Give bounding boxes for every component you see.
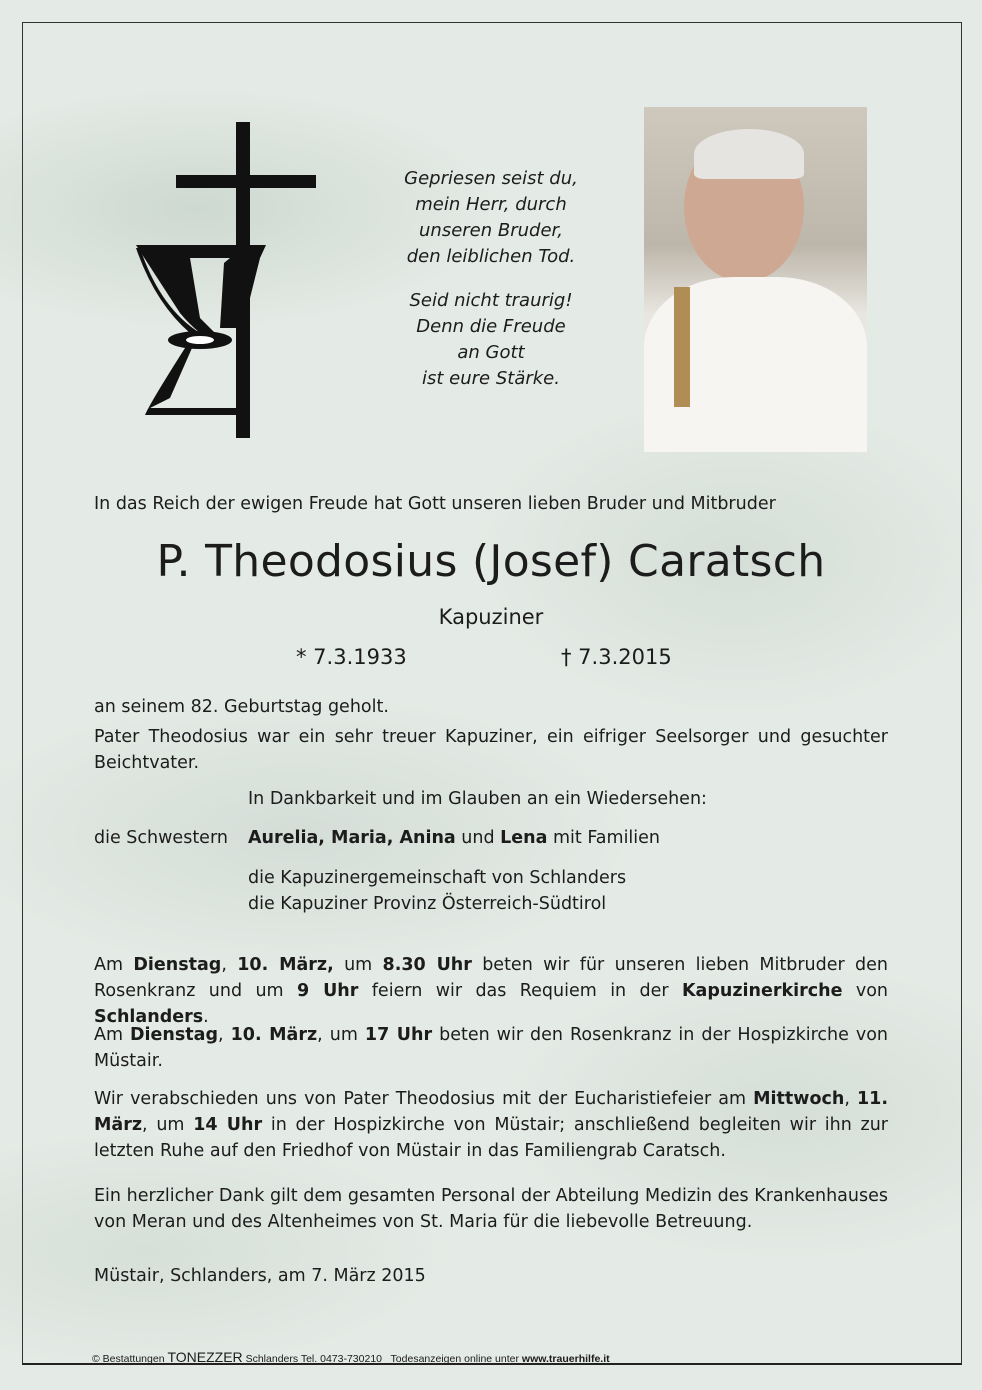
text-segment: 9 Uhr	[296, 981, 359, 1001]
text-segment: 11. März	[94, 1089, 888, 1135]
schedule-requiem	[94, 952, 888, 1030]
text-segment: 14 Uhr	[193, 1115, 263, 1135]
sister-names: Aurelia, Maria, Anina	[248, 828, 456, 848]
text-segment: , um	[317, 1025, 365, 1045]
text-segment: Schlanders Tel. 0473-730210 Todesanzeigen online unter	[242, 1353, 522, 1365]
text-segment: © Bestattungen	[92, 1353, 168, 1365]
text-segment: .	[203, 1007, 209, 1027]
text-segment: , um	[142, 1115, 194, 1135]
text-segment: 17 Uhr	[364, 1025, 433, 1045]
verse-line: Gepriesen seist du,	[404, 168, 578, 189]
text-segment: 10. März,	[237, 955, 334, 975]
text-segment: in der Hospizkirche von Müstair; anschließend begleiten wir ihn zur letzten Ruhe auf den Friedhof von Müstair in das Familiengrab Caratsch.	[94, 1115, 888, 1161]
verse-1	[380, 166, 602, 270]
schedule-funeral	[94, 1086, 888, 1164]
verse-line: Seid nicht traurig!	[409, 290, 573, 311]
verse-line: ist eure Stärke.	[422, 368, 560, 389]
thanks-paragraph: Ein herzlicher Dank gilt dem gesamten Personal der Abteilung Medizin des Krankenhauses von Meran und des Altenheimes von St. Maria für die liebevolle Betreuung.	[94, 1186, 888, 1232]
sister-name: Lena	[500, 828, 548, 848]
text-segment: von	[842, 981, 888, 1001]
community-1: die Kapuzinergemeinschaft von Schlanders	[248, 868, 627, 888]
community-2: die Kapuziner Provinz Österreich-Südtirol	[248, 894, 607, 914]
text-segment: ,	[221, 955, 238, 975]
text-segment: Kapuzinerkirche	[681, 981, 843, 1001]
text-segment: 10. März	[230, 1025, 318, 1045]
intro-text: In das Reich der ewigen Freude hat Gott unseren lieben Bruder und Mitbruder	[94, 494, 776, 514]
cross-chalice-icon	[130, 118, 320, 443]
deceased-name: P. Theodosius (Josef) Caratsch	[156, 536, 826, 587]
verse-2	[380, 288, 602, 392]
text-segment: ,	[844, 1089, 857, 1109]
sisters-names	[248, 825, 660, 851]
footer	[92, 1349, 610, 1365]
text-segment: um	[333, 955, 383, 975]
verse-line: mein Herr, durch	[415, 194, 567, 215]
text-segment: Schlanders	[94, 1007, 204, 1027]
text-segment: 8.30 Uhr	[382, 955, 472, 975]
mourners-intro: In Dankbarkeit und im Glauben an ein Wiedersehen:	[248, 789, 707, 809]
verse-line: an Gott	[457, 342, 525, 363]
schedule-rosary	[94, 1022, 888, 1074]
place-date: Müstair, Schlanders, am 7. März 2015	[94, 1266, 426, 1286]
conjunction: und	[455, 828, 501, 848]
funeral-home-brand: TONEZZER	[167, 1349, 243, 1365]
text-segment: Dienstag	[130, 1025, 219, 1045]
text-segment: feiern wir das Requiem in der	[358, 981, 682, 1001]
text-segment: Wir verabschieden uns von Pater Theodosius mit der Eucharistiefeier am	[94, 1089, 754, 1109]
paragraph-age: an seinem 82. Geburtstag geholt.	[94, 697, 389, 717]
paragraph-tribute: Pater Theodosius war ein sehr treuer Kapuziner, ein eifriger Seelsorger und gesuchter Beichtvater.	[94, 727, 888, 773]
text-segment: beten wir den Rosenkranz in der Hospizkirche von Müstair.	[94, 1025, 889, 1071]
religious-order: Kapuziner	[438, 605, 544, 629]
text-segment: ,	[218, 1025, 231, 1045]
text-segment: Am	[94, 1025, 131, 1045]
families: mit Familien	[547, 828, 661, 848]
portrait-photo	[644, 107, 867, 452]
website-link[interactable]: www.trauerhilfe.it	[521, 1353, 610, 1365]
verse-line: Denn die Freude	[416, 316, 566, 337]
death-date: † 7.3.2015	[561, 645, 672, 669]
birth-date: * 7.3.1933	[296, 645, 407, 669]
text-segment: Mittwoch	[753, 1089, 845, 1109]
sisters-label: die Schwestern	[94, 828, 228, 848]
text-segment: beten wir für unseren lieben Mitbruder den Rosenkranz und um	[94, 955, 888, 1001]
text-segment: Am	[94, 955, 134, 975]
verse-line: den leiblichen Tod.	[406, 246, 576, 267]
verse-line: unseren Bruder,	[419, 220, 563, 241]
text-segment: Dienstag	[133, 955, 222, 975]
